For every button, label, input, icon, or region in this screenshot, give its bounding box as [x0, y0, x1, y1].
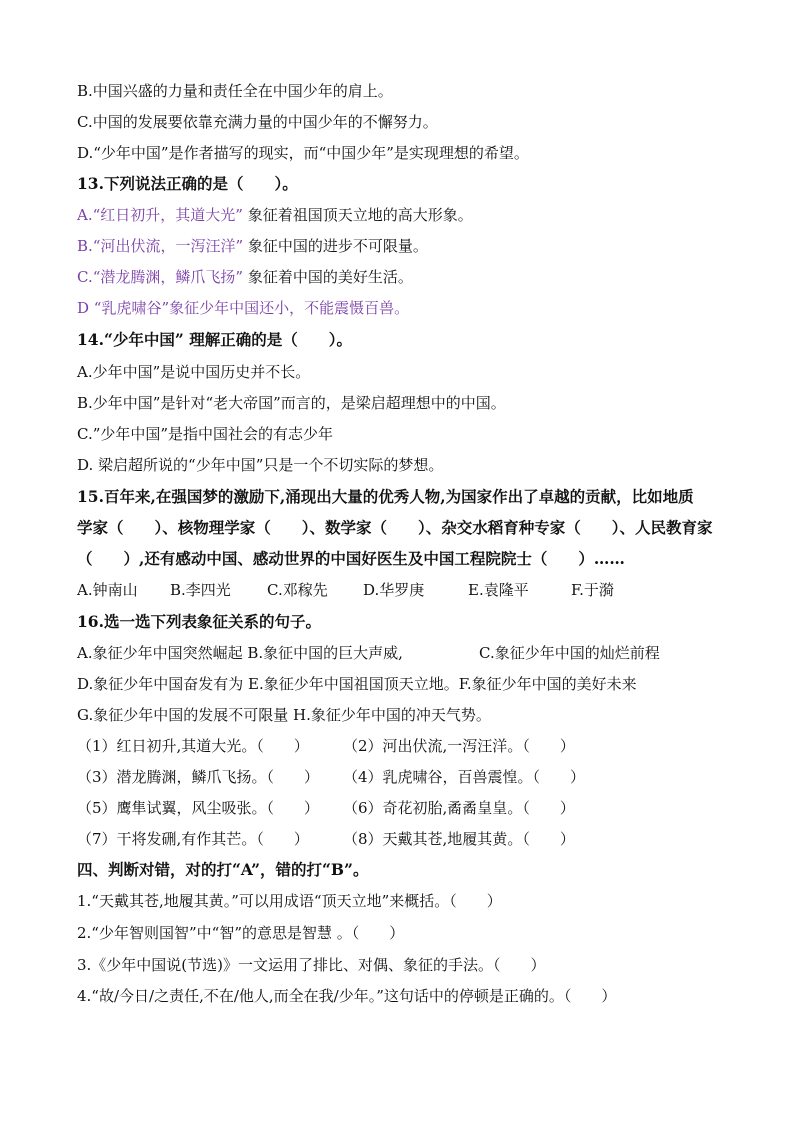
q13-option-d-prefix: D: [77, 299, 94, 317]
section4-item-3: 3.《少年中国说(节选)》一文运用了排比、对偶、象征的手法。（ ）: [77, 956, 546, 974]
q16-items-row4: [77, 828, 575, 850]
q13-option-b-prefix: B.: [77, 237, 93, 255]
q16-item-2: （2）河出伏流,一泻汪洋。（ ）: [343, 737, 575, 755]
q15-option-c: C.邓稼先: [267, 581, 328, 599]
q13-stem: 13.下列说法正确的是（ ）。: [77, 174, 298, 193]
q13-option-c-prefix: C.: [77, 268, 93, 286]
q16-item-8: （8）天戴其苍,地履其黄。（ ）: [343, 830, 575, 848]
q16-items-row2: [77, 766, 586, 788]
q16-options-row3: G.象征少年中国的发展不可限量 H.象征少年中国的冲天气势。: [77, 706, 491, 724]
q16-options-row1: [77, 642, 660, 664]
q15-stem-line2: 学家（ ）、核物理学家（ ）、数学家（ ）、杂交水稻育种专家（ ）、人民教育家: [77, 518, 713, 537]
q16-item-7: （7）干将发硎,有作其芒。（ ）: [77, 830, 309, 848]
section4-item-1: 1.“天戴其苍,地履其黄。”可以用成语“顶天立地”来概括。（ ）: [77, 892, 502, 910]
q16-options-row2: D.象征少年中国奋发有为 E.象征少年中国祖国顶天立地。F.象征少年中国的美好未来: [77, 675, 637, 693]
q15-option-f: F.于漪: [571, 581, 614, 599]
q16-item-3: （3）潜龙腾渊，鳞爪飞扬。（ ）: [77, 768, 320, 786]
q12-option-c: C.中国的发展要依靠充满力量的中国少年的不懈努力。: [77, 113, 438, 131]
q14-option-c: C.”少年中国”是指中国社会的有志少年: [77, 425, 334, 443]
q12-option-b: B.中国兴盛的力量和责任全在中国少年的肩上。: [77, 82, 393, 100]
q16-option-c: C.象征少年中国的灿烂前程: [479, 644, 660, 662]
q16-item-4: （4）乳虎啸谷，百兽震惶。（ ）: [343, 768, 586, 786]
section4-item-4: 4.“故/今日/之责任,不在/他人,而全在我/少年。”这句话中的停顿是正确的。（ ）: [77, 987, 617, 1005]
q15-stem-line1: 15.百年来,在强国梦的激励下,涌现出大量的优秀人物,为国家作出了卓越的贡献，比如地质: [77, 487, 694, 506]
q13-option-b: [77, 235, 428, 257]
q13-option-a-prefix: A.: [77, 206, 93, 224]
q15-option-a: A.钟南山: [77, 581, 138, 599]
q15-option-e: E.袁隆平: [468, 581, 529, 599]
q13-option-c-rest: 象征着中国的美好生活。: [243, 268, 413, 286]
q13-option-c-quote: “潜龙腾渊，鳞爪飞扬”: [92, 268, 244, 286]
q16-stem: 16.选一选下列表象征关系的句子。: [77, 612, 321, 631]
section4-item-2: 2.“少年智则国智”中“智”的意思是智慧 。（ ）: [77, 924, 405, 942]
q16-items-row3: [77, 797, 575, 819]
q14-stem: 14.“少年中国” 理解正确的是（ ）。: [77, 330, 352, 349]
q13-option-a: [77, 204, 473, 226]
q12-option-d: D.“少年中国”是作者描写的现实，而“中国少年”是实现理想的希望。: [77, 144, 529, 162]
q13-option-d-quote: “乳虎啸谷”象征少年中国还小，不能震慑百兽。: [93, 299, 410, 317]
q13-option-d: [77, 297, 409, 319]
q16-options-ab: A.象征少年中国突然崛起 B.象征中国的巨大声威,: [77, 644, 403, 662]
q15-stem-line3: （ ）,还有感动中国、感动世界的中国好医生及中国工程院院士（ ）……: [77, 549, 625, 568]
q16-item-5: （5）鹰隼试翼，风尘吸张。（ ）: [77, 799, 320, 817]
q14-option-d: D. 梁启超所说的“少年中国”只是一个不切实际的梦想。: [77, 456, 444, 474]
q15-option-b: B.李四光: [170, 581, 231, 599]
q14-option-b: B.少年中国”是针对“老大帝国”而言的，是梁启超理想中的中国。: [77, 394, 506, 412]
q15-option-d: D.华罗庚: [363, 581, 425, 599]
q13-option-a-rest: 象征着祖国顶天立地的高大形象。: [242, 206, 473, 224]
q13-option-c: [77, 266, 413, 288]
q13-option-a-quote: “红日初升，其道大光”: [92, 206, 243, 224]
section4-title: 四、判断对错，对的打“A”，错的打“B”。: [77, 860, 369, 879]
q16-item-1: （1）红日初升,其道大光。（ ）: [77, 737, 309, 755]
q13-option-b-quote: “河出伏流，一泻汪洋”: [92, 237, 244, 255]
q13-option-b-rest: 象征中国的进步不可限量。: [243, 237, 428, 255]
q14-option-a: A.少年中国”是说中国历史并不长。: [77, 363, 311, 381]
q16-items-row1: [77, 735, 575, 757]
q16-item-6: （6）奇花初胎,矞矞皇皇。（ ）: [343, 799, 575, 817]
